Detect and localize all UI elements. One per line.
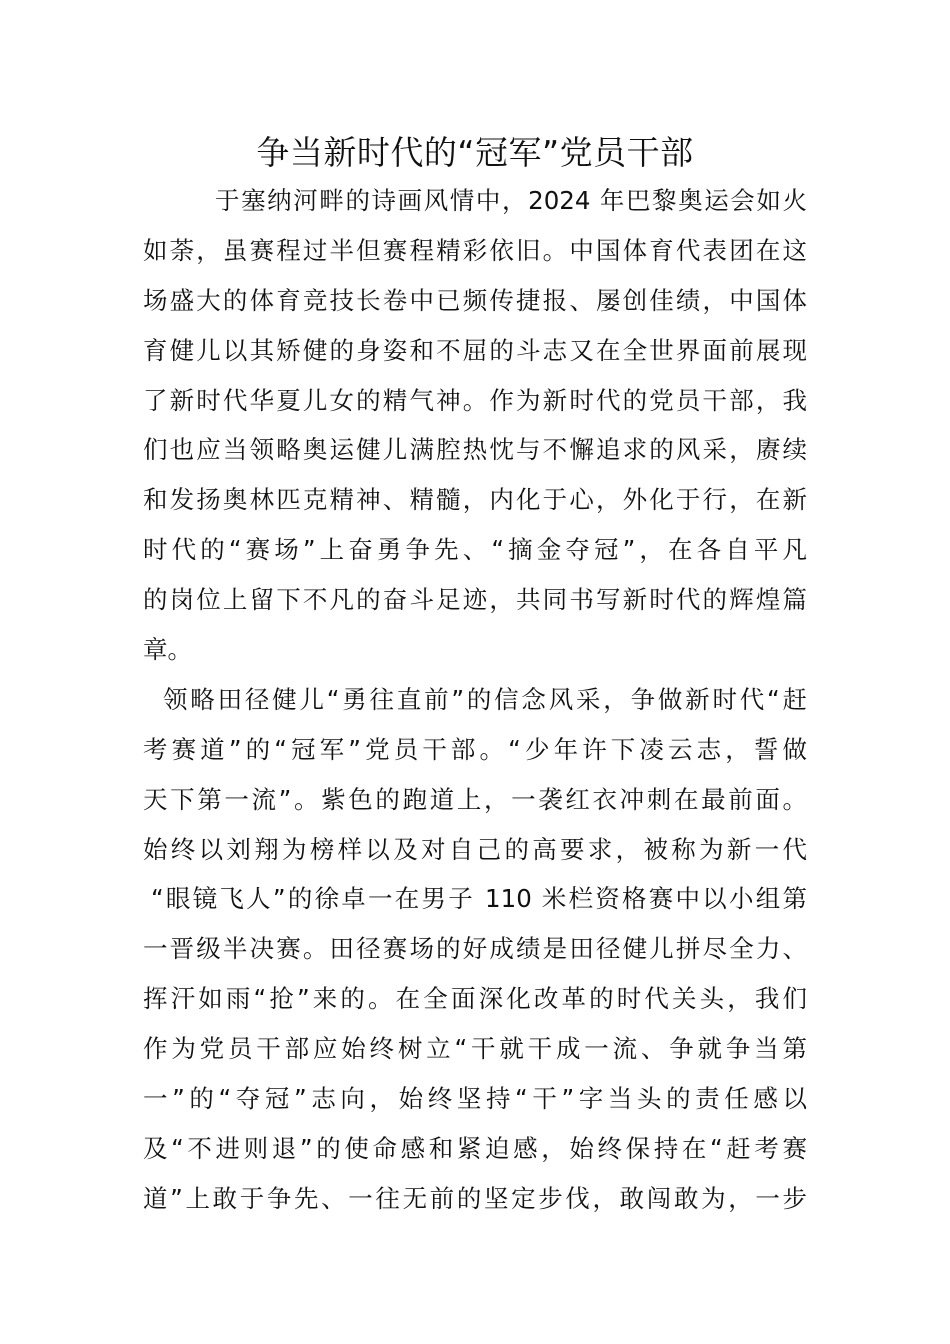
text-line: 育健儿以其矫健的身姿和不屈的斗志又在全世界面前展现 <box>143 335 807 365</box>
text-line: 始终以刘翔为榜样以及对自己的高要求，被称为新一代 <box>143 834 807 864</box>
text-line: 领略田径健儿“勇往直前”的信念风采，争做新时代“赶 <box>163 684 807 714</box>
text-line: 道”上敢于争先、一往无前的坚定步伐，敢闯敢为，一步 <box>143 1183 807 1213</box>
text-line: 章。 <box>143 635 192 665</box>
text-line: 和发扬奥林匹克精神、精髓，内化于心，外化于行，在新 <box>143 485 807 515</box>
paragraph-1 <box>143 176 807 675</box>
document-title: 争当新时代的“冠军”党员干部 <box>256 133 694 172</box>
text-line: 了新时代华夏儿女的精气神。作为新时代的党员干部，我 <box>143 385 807 415</box>
text-line: 时代的“赛场”上奋勇争先、“摘金夺冠”，在各自平凡 <box>143 535 807 565</box>
text-line: 一”的“夺冠”志向，始终坚持“干”字当头的责任感以 <box>143 1084 807 1114</box>
text-line: 如荼，虽赛程过半但赛程精彩依旧。中国体育代表团在这 <box>143 235 807 265</box>
text-line: 天下第一流”。紫色的跑道上，一袭红衣冲刺在最前面。 <box>143 784 807 814</box>
text-line: 挥汗如雨“抢”来的。在全面深化改革的时代关头，我们 <box>143 984 807 1014</box>
paragraph-2 <box>143 675 807 1224</box>
text-line: “眼镜飞人”的徐卓一在男子 110 米栏资格赛中以小组第 <box>151 884 807 914</box>
text-line: 们也应当领略奥运健儿满腔热忱与不懈追求的风采，赓续 <box>143 435 807 465</box>
text-line: 于塞纳河畔的诗画风情中，2024 年巴黎奥运会如火 <box>215 186 807 215</box>
text-line: 场盛大的体育竞技长卷中已频传捷报、屡创佳绩，中国体 <box>143 285 807 315</box>
text-line: 及“不进则退”的使命感和紧迫感，始终保持在“赶考赛 <box>143 1133 807 1163</box>
document-body <box>143 176 807 1224</box>
text-line: 的岗位上留下不凡的奋斗足迹，共同书写新时代的辉煌篇 <box>143 585 807 615</box>
text-line: 作为党员干部应始终树立“干就干成一流、争就争当第 <box>143 1034 807 1064</box>
text-line: 考赛道”的“冠军”党员干部。“少年许下凌云志，誓做 <box>143 734 807 764</box>
text-line: 一晋级半决赛。田径赛场的好成绩是田径健儿拼尽全力、 <box>143 934 807 964</box>
